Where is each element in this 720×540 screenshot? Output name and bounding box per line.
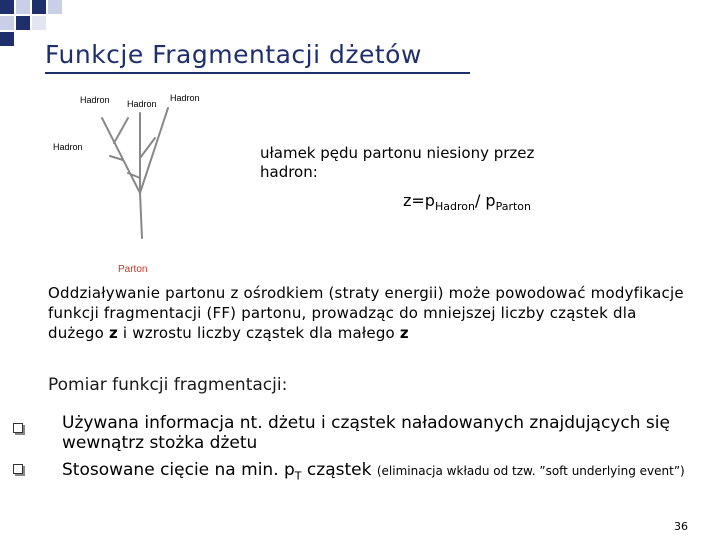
- bullet-2-after: cząstek: [301, 460, 377, 480]
- paragraph-bold-z-2: z: [399, 324, 409, 342]
- corner-decoration-light-1: [16, 0, 30, 14]
- formula-sub-hadron: Hadron: [434, 200, 475, 214]
- title-underline: [45, 72, 470, 74]
- hadron-label-1: Hadron: [80, 95, 110, 105]
- hadron-label-2: Hadron: [127, 99, 157, 109]
- tree-branch-right: [140, 108, 168, 193]
- bullet-2-sub-t: T: [294, 469, 302, 483]
- bullet-square-icon: [13, 423, 23, 433]
- formula-prefix: z=p: [403, 191, 435, 210]
- paragraph-text-1: Oddziaływanie partonu z ośrodkiem (straty energii) może powodować modyfikacje funkcji fragmentacji (FF) partonu, prowadząc do mniejszej liczby cząstek dla dużego: [48, 284, 684, 342]
- tree-trunk: [140, 193, 142, 238]
- tree-twig-1: [114, 118, 128, 143]
- bullet-item-1: Używana informacja nt. dżetu i cząstek naładowanych znajdujących się wewnątrz stożka dżetu: [62, 413, 670, 453]
- bullet-2-main: Stosowane cięcie na min. p: [62, 460, 295, 480]
- bullet-item-2: [62, 460, 702, 486]
- corner-decoration-dark-2: [32, 0, 46, 14]
- corner-decoration-light-3: [32, 16, 46, 30]
- momentum-fraction-description: ułamek pędu partonu niesiony przez hadron:: [260, 144, 535, 181]
- page-number: 36: [674, 520, 688, 533]
- momentum-fraction-formula: [403, 191, 531, 213]
- bullet-2-note: (eliminacja wkładu od tzw. ”soft underlying event”): [376, 464, 685, 478]
- corner-decoration-light-2: [0, 16, 14, 30]
- hadron-label-4: Hadron: [53, 142, 83, 152]
- hadron-label-3: Hadron: [170, 93, 200, 103]
- corner-decoration-light-4: [48, 0, 62, 14]
- corner-decoration-dark-1: [0, 0, 14, 14]
- slide-title: Funkcje Fragmentacji dżetów: [45, 40, 422, 69]
- formula-slash: / p: [474, 191, 496, 210]
- tree-twig-4: [128, 173, 140, 178]
- corner-decoration-dark-4: [0, 32, 14, 46]
- section-heading: Pomiar funkcji fragmentacji:: [48, 375, 288, 395]
- bullet-square-icon: [13, 464, 23, 474]
- parton-label: Parton: [118, 264, 148, 275]
- formula-sub-parton: Parton: [495, 200, 532, 214]
- interaction-paragraph: [48, 283, 688, 343]
- fragmentation-tree-diagram: [40, 88, 240, 278]
- paragraph-text-2: i wzrostu liczby cząstek dla małego: [117, 324, 400, 342]
- paragraph-bold-z-1: z: [109, 324, 118, 342]
- corner-decoration-dark-3: [16, 16, 30, 30]
